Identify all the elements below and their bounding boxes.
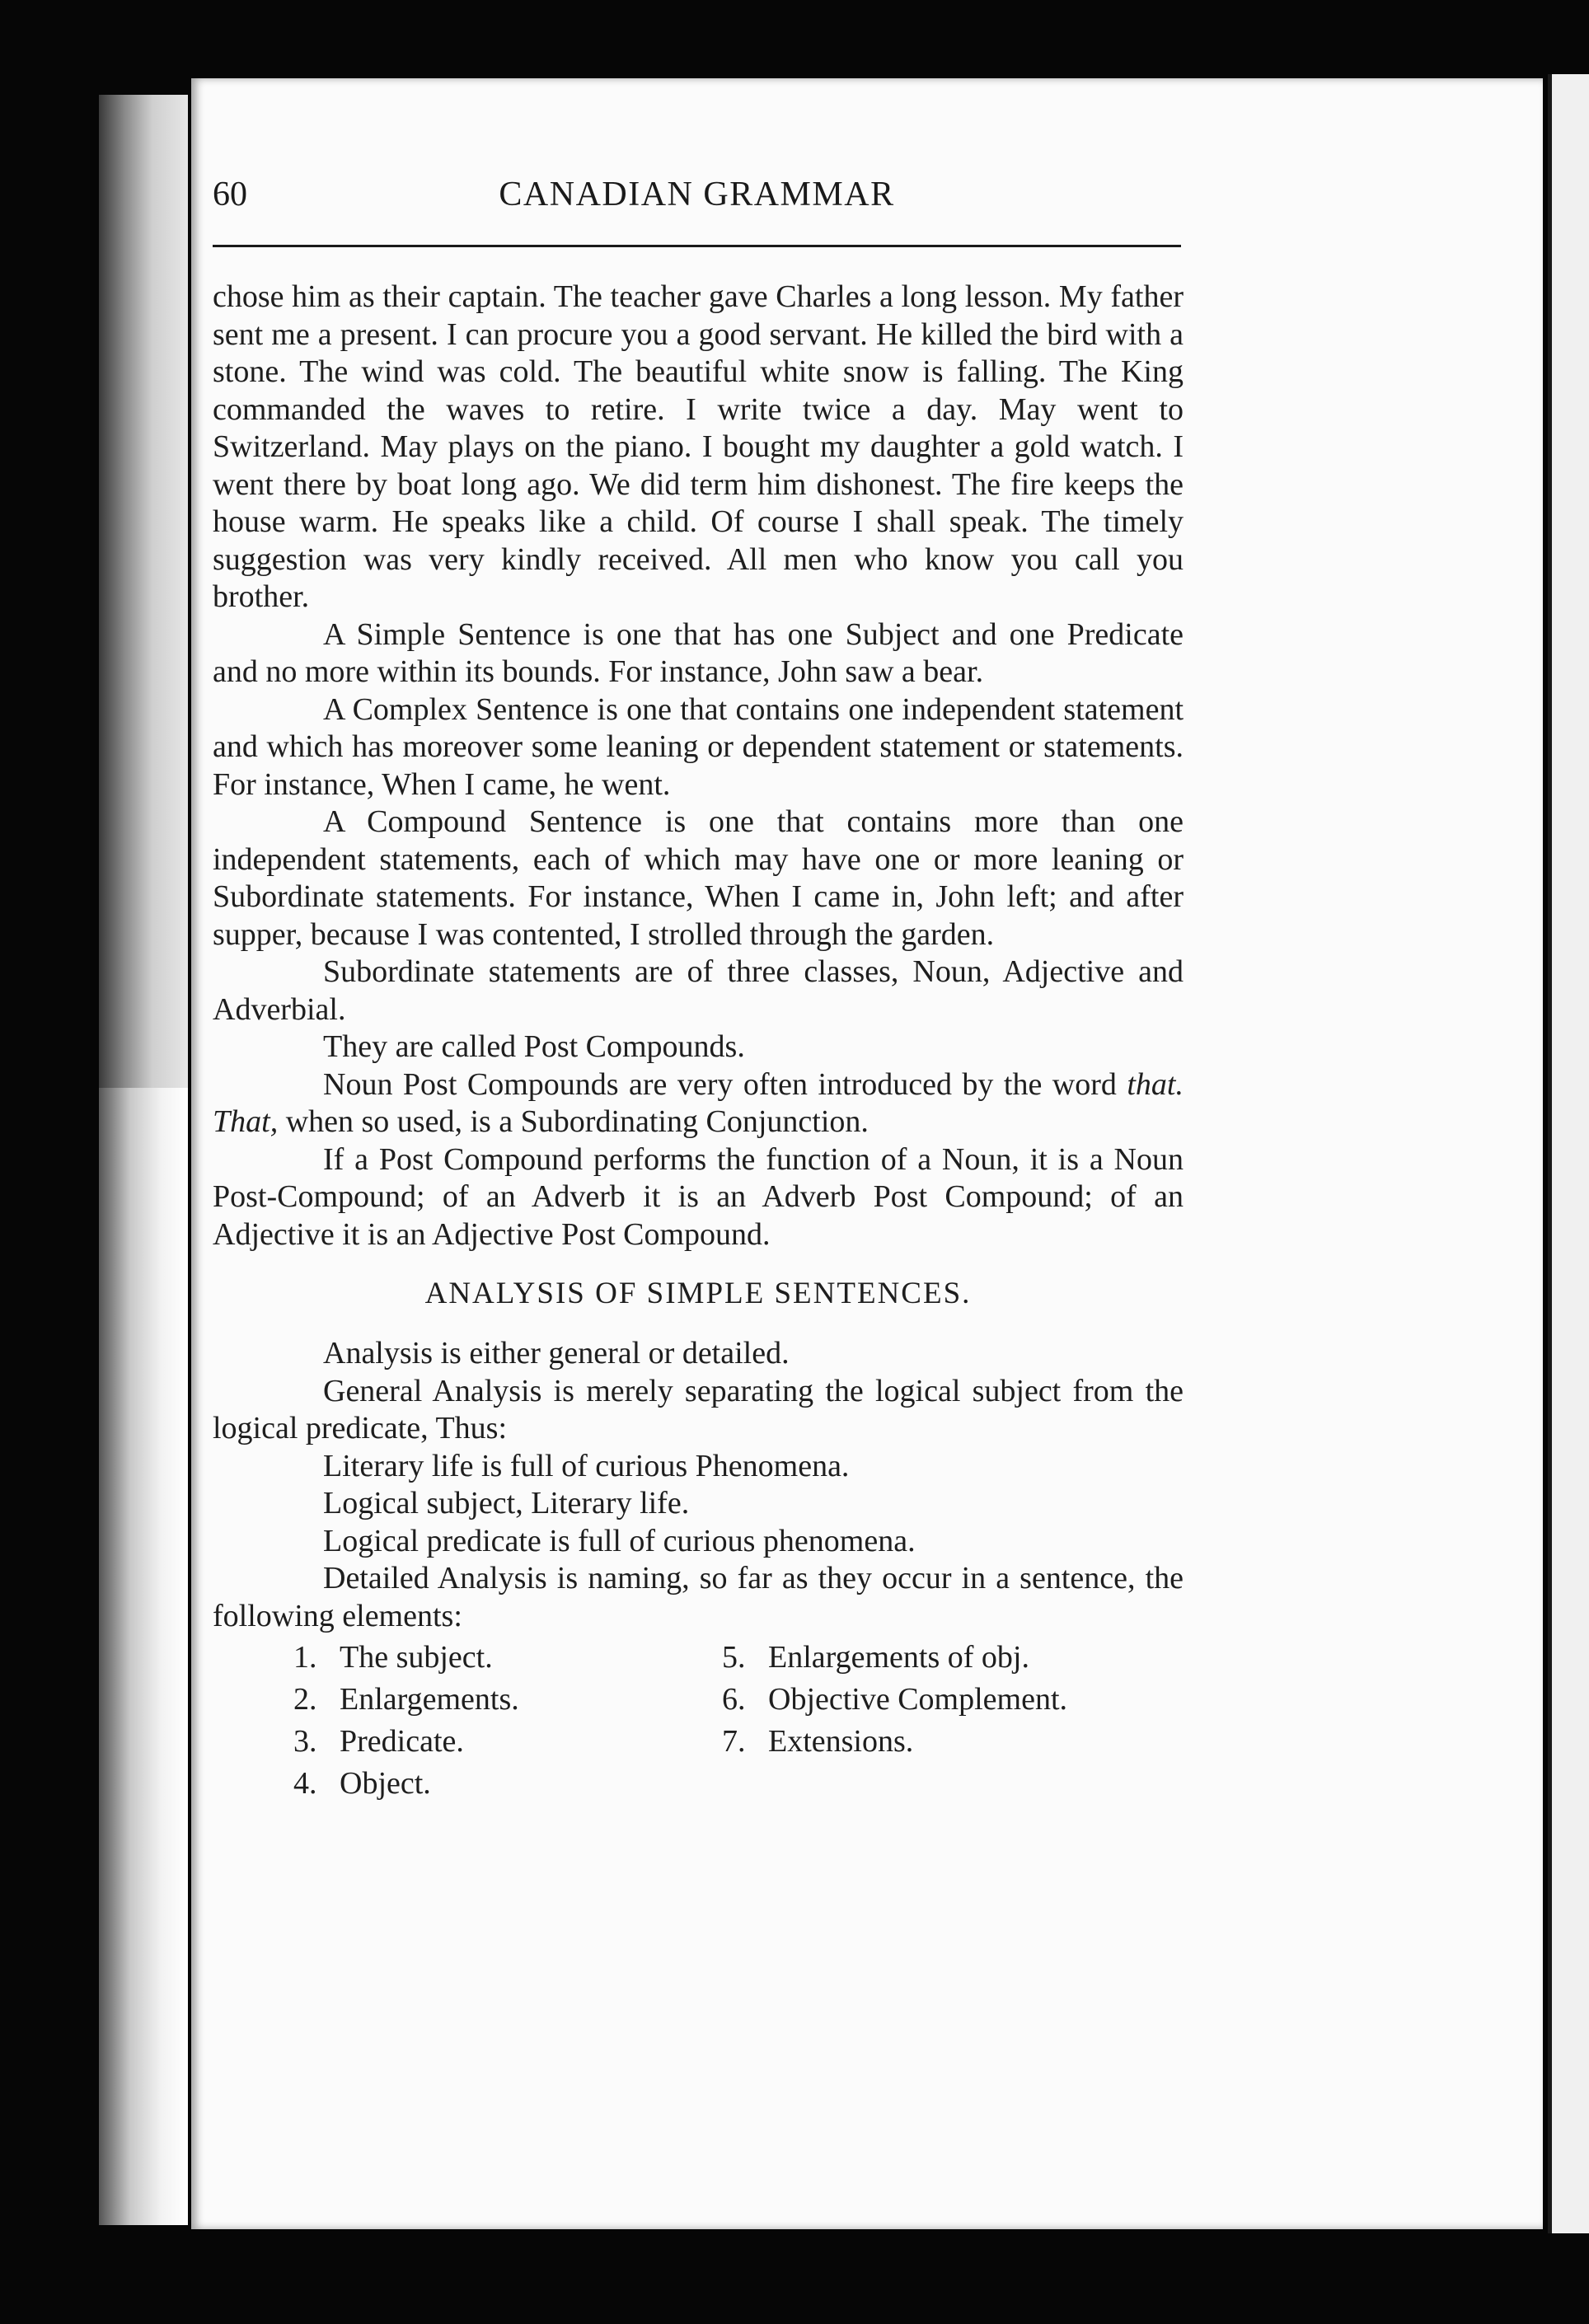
- elements-list: [213, 1637, 1184, 1834]
- paragraph-noun-post-compounds: [213, 1066, 1184, 1141]
- list-item-label: Extensions.: [768, 1724, 914, 1759]
- list-item: [722, 1679, 1151, 1721]
- list-item-label: Enlargements of obj.: [768, 1640, 1029, 1675]
- paragraph-analysis-types: Analysis is either general or detailed.: [323, 1336, 790, 1371]
- running-head: CANADIAN GRAMMAR: [499, 176, 895, 213]
- page-number: 60: [213, 176, 247, 213]
- paragraph-simple-sentence: A Simple Sentence is one that has one Subject and one Predicate and no more within its bounds. For instance, John saw a bear.: [213, 616, 1184, 689]
- adjacent-page-edge: [1548, 74, 1589, 2233]
- paragraph-complex-sentence: A Complex Sentence is one that contains one independent statement and which has moreover some leaning or dependent statement or statements. For instance, When I came, he went.: [213, 691, 1184, 802]
- header-rule: [213, 245, 1181, 247]
- list-item-label: Object.: [340, 1766, 431, 1801]
- list-item-number: 3.: [293, 1724, 317, 1759]
- elements-column-left: [293, 1637, 722, 1805]
- italic-that-capital: That,: [213, 1104, 279, 1139]
- paragraph-general-analysis: General Analysis is merely separating the logical subject from the logical predicate, Thus:: [213, 1373, 1184, 1445]
- list-item: [293, 1763, 722, 1805]
- list-item-label: Objective Complement.: [768, 1682, 1068, 1717]
- list-item-number: 2.: [293, 1682, 317, 1717]
- list-item-number: 1.: [293, 1640, 317, 1675]
- text-segment: when so used, is a Subordinating Conjunction.: [278, 1104, 869, 1139]
- list-item-number: 4.: [293, 1766, 317, 1801]
- paragraph-post-compound-functions: If a Post Compound performs the function of a Noun, it is a Noun Post-Compound; of an Adverb it is an Adverb Post Compound; of an Adjective it is an Adjective Post Compound.: [213, 1141, 1184, 1252]
- paragraph-logical-predicate: Logical predicate is full of curious phenomena.: [323, 1523, 916, 1558]
- paragraph-subordinate-statements: Subordinate statements are of three classes, Noun, Adjective and Adverbial.: [213, 954, 1184, 1027]
- paragraph-logical-subject: Logical subject, Literary life.: [323, 1486, 690, 1520]
- page-header: [213, 175, 1181, 232]
- page-body: [213, 279, 1184, 1834]
- list-item-label: Predicate.: [340, 1724, 464, 1759]
- paragraph-post-compounds: They are called Post Compounds.: [323, 1029, 745, 1064]
- list-item: [722, 1721, 1151, 1763]
- text-segment: Noun Post Compounds are very often introduced by the word: [323, 1066, 1127, 1102]
- paragraph-example-sentence: Literary life is full of curious Phenomena.: [323, 1448, 850, 1483]
- list-item-label: The subject.: [340, 1640, 493, 1675]
- list-item: [293, 1721, 722, 1763]
- paragraph-compound-sentence: A Compound Sentence is one that contains more than one independent statements, each of which may have one or more leaning or Subordinate statements. For instance, When I came in, John left; and after supper, because I was contented, I strolled through the garden.: [213, 804, 1184, 952]
- italic-that: that.: [1127, 1066, 1184, 1102]
- list-item-label: Enlargements.: [340, 1682, 519, 1717]
- paragraph-detailed-analysis: Detailed Analysis is naming, so far as they occur in a sentence, the following elements:: [213, 1561, 1184, 1633]
- list-item: [722, 1637, 1151, 1679]
- list-item: [293, 1637, 722, 1679]
- elements-column-right: [722, 1637, 1151, 1763]
- book-binding-edge-lower: [99, 1088, 188, 2225]
- list-item-number: 5.: [722, 1640, 746, 1675]
- list-item-number: 7.: [722, 1724, 746, 1759]
- section-heading: ANALYSIS OF SIMPLE SENTENCES.: [424, 1277, 972, 1310]
- paragraph-examples: chose him as their captain. The teacher gave Charles a long lesson. My father sent me a present. I can procure you a good servant. He killed the bird with a stone. The wind was cold. The beautiful white snow is falling. The King commanded the waves to retire. I write twice a day. May went to Switzerland. May plays on the piano. I bought my daughter a gold watch. I went there by boat long ago. We did term him dishonest. The fire keeps the house warm. He speaks like a child. Of course I shall speak. The timely suggestion was very kindly received. All men who know you call you brother.: [213, 279, 1184, 614]
- list-item-number: 6.: [722, 1682, 746, 1717]
- list-item: [293, 1679, 722, 1721]
